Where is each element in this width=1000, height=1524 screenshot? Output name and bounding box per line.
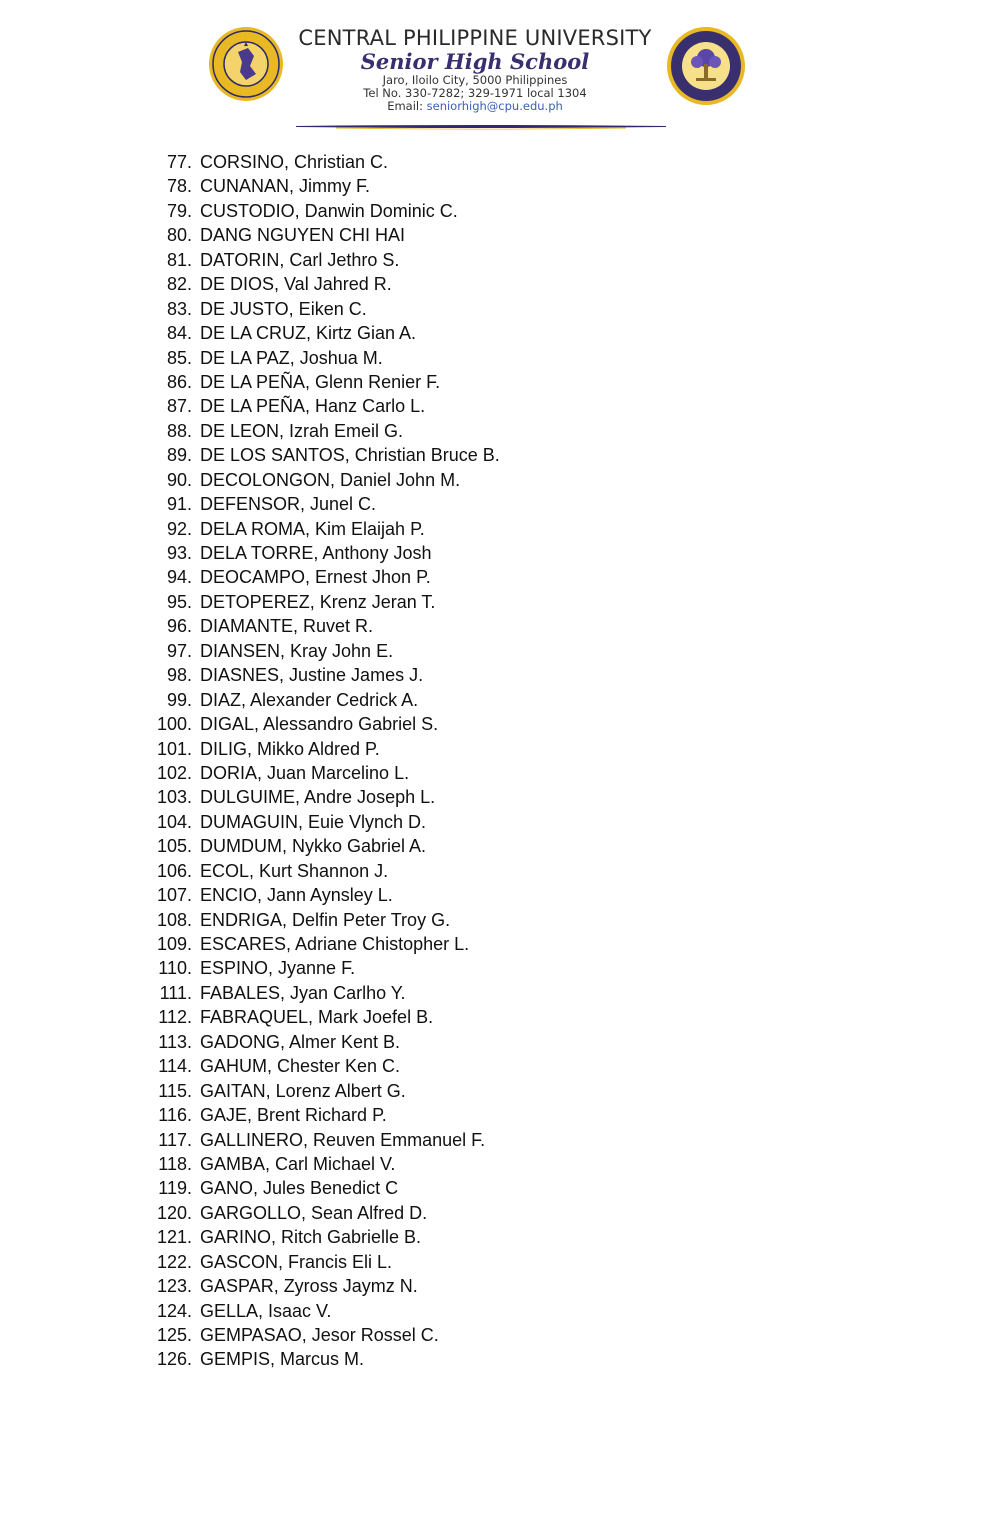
header-divider xyxy=(296,124,666,130)
list-item xyxy=(150,272,500,296)
entry-name: ENDRIGA, Delfin Peter Troy G. xyxy=(200,909,451,930)
list-item xyxy=(150,419,500,443)
entry-number: 94. xyxy=(166,567,192,588)
entry-name: DEFENSOR, Junel C. xyxy=(200,494,377,515)
entry-name: DIAMANTE, Ruvet R. xyxy=(200,616,374,637)
entry-number: 121. xyxy=(156,1227,192,1248)
address: Jaro, Iloilo City, 5000 Philippines xyxy=(382,73,568,87)
email-line xyxy=(295,100,655,113)
entry-number: 93. xyxy=(166,543,192,563)
entry-name: GALLINERO, Reuven Emmanuel F. xyxy=(200,1129,486,1150)
list-item xyxy=(150,1274,500,1298)
entry-number: 119. xyxy=(158,1178,192,1199)
entry-name: GASPAR, Zyross Jaymz N. xyxy=(200,1276,418,1297)
entry-name: FABRAQUEL, Mark Joefel B. xyxy=(200,1007,434,1028)
list-item xyxy=(150,1030,500,1054)
entry-name: GAHUM, Chester Ken C. xyxy=(200,1056,401,1077)
entry-number: 120. xyxy=(156,1202,192,1223)
list-item xyxy=(150,1323,500,1347)
list-item xyxy=(150,639,500,663)
entry-number: 89. xyxy=(166,445,192,466)
entry-number: 98. xyxy=(166,665,192,686)
entry-number: 83. xyxy=(166,298,192,319)
list-item xyxy=(150,1152,500,1176)
entry-name: DANG NGUYEN CHI HAI xyxy=(200,225,406,246)
entry-number: 102. xyxy=(156,762,192,783)
list-item xyxy=(150,1103,500,1127)
entry-number: 126. xyxy=(156,1349,192,1370)
entry-number: 117. xyxy=(158,1129,192,1150)
list-item xyxy=(150,834,500,858)
entry-number: 81. xyxy=(166,249,192,270)
entry-name: DE LEON, Izrah Emeil G. xyxy=(200,420,404,441)
entry-name: DELA TORRE, Anthony Josh xyxy=(200,543,432,563)
entry-number: 99. xyxy=(166,689,192,710)
entry-number: 91. xyxy=(166,494,192,515)
entry-name: DIAZ, Alexander Cedrick A. xyxy=(200,689,419,710)
list-item xyxy=(150,712,500,736)
entry-number: 110. xyxy=(158,958,192,979)
entry-name: DE LA PEÑA, Hanz Carlo L. xyxy=(200,396,426,417)
entry-name: DE LA PEÑA, Glenn Renier F. xyxy=(200,371,441,392)
entry-name: GAITAN, Lorenz Albert G. xyxy=(200,1080,406,1101)
entry-name: DORIA, Juan Marcelino L. xyxy=(200,762,410,783)
entry-name: ESPINO, Jyanne F. xyxy=(200,958,356,979)
list-item xyxy=(150,908,500,932)
list-item xyxy=(150,1005,500,1029)
entry-name: DUMDUM, Nykko Gabriel A. xyxy=(200,836,427,857)
letterhead xyxy=(0,0,1000,140)
entry-name: DEOCAMPO, Ernest Jhon P. xyxy=(200,567,431,588)
entry-number: 101. xyxy=(156,738,192,759)
entry-name: DETOPEREZ, Krenz Jeran T. xyxy=(200,591,436,612)
school-name: Senior High School xyxy=(360,49,590,74)
institution-block xyxy=(295,26,655,113)
list-item xyxy=(150,394,500,418)
list-item xyxy=(150,688,500,712)
entry-number: 92. xyxy=(166,518,192,539)
list-item xyxy=(150,248,500,272)
entry-number: 96. xyxy=(166,616,192,637)
entry-number: 118. xyxy=(158,1153,192,1174)
entry-name: CUNANAN, Jimmy F. xyxy=(200,176,370,197)
entry-name: CORSINO, Christian C. xyxy=(200,152,389,172)
entry-number: 86. xyxy=(166,371,192,392)
entry-name: GAMBA, Carl Michael V. xyxy=(200,1153,396,1174)
entry-name: ESCARES, Adriane Chistopher L. xyxy=(200,934,470,954)
entry-name: GARGOLLO, Sean Alfred D. xyxy=(200,1202,428,1223)
list-item xyxy=(150,663,500,687)
entry-name: GELLA, Isaac V. xyxy=(200,1300,332,1321)
list-item xyxy=(150,492,500,516)
list-item xyxy=(150,517,500,541)
entry-name: DATORIN, Carl Jethro S. xyxy=(200,249,400,270)
institution-name: CENTRAL PHILIPPINE UNIVERSITY xyxy=(298,26,652,50)
entry-number: 77. xyxy=(166,152,192,172)
student-list xyxy=(150,150,500,1372)
list-item xyxy=(150,1250,500,1274)
entry-name: GAJE, Brent Richard P. xyxy=(200,1105,387,1126)
entry-number: 109. xyxy=(156,934,192,954)
list-item xyxy=(150,859,500,883)
entry-name: DILIG, Mikko Aldred P. xyxy=(200,738,380,759)
entry-name: DUMAGUIN, Euie Vlynch D. xyxy=(200,811,427,832)
entry-name: ECOL, Kurt Shannon J. xyxy=(200,860,389,881)
entry-number: 111. xyxy=(159,982,192,1003)
entry-name: DIGAL, Alessandro Gabriel S. xyxy=(200,714,439,735)
list-item xyxy=(150,761,500,785)
entry-name: DE LA PAZ, Joshua M. xyxy=(200,347,383,368)
entry-name: DELA ROMA, Kim Elaijah P. xyxy=(200,518,425,539)
entry-name: DULGUIME, Andre Joseph L. xyxy=(200,787,436,808)
entry-number: 124. xyxy=(156,1300,192,1321)
entry-name: DIANSEN, Kray John E. xyxy=(200,640,394,661)
entry-name: DECOLONGON, Daniel John M. xyxy=(200,469,461,490)
list-item xyxy=(150,932,500,956)
list-item xyxy=(150,223,500,247)
entry-number: 90. xyxy=(166,469,192,490)
entry-number: 87. xyxy=(166,396,192,417)
list-item xyxy=(150,1299,500,1323)
entry-number: 97. xyxy=(166,640,192,661)
list-item xyxy=(150,541,500,565)
entry-number: 78. xyxy=(166,176,192,197)
email-label: Email: xyxy=(387,99,427,113)
entry-number: 82. xyxy=(166,274,192,295)
email-link[interactable]: seniorhigh@cpu.edu.ph xyxy=(426,99,563,113)
list-item xyxy=(150,174,500,198)
entry-number: 85. xyxy=(166,347,192,368)
entry-name: GADONG, Almer Kent B. xyxy=(200,1031,401,1052)
list-item xyxy=(150,956,500,980)
list-item xyxy=(150,883,500,907)
entry-name: GARINO, Ritch Gabrielle B. xyxy=(200,1227,422,1248)
list-item xyxy=(150,199,500,223)
entry-name: DIASNES, Justine James J. xyxy=(200,665,424,686)
list-item xyxy=(150,321,500,345)
list-item xyxy=(150,443,500,467)
entry-number: 115. xyxy=(158,1080,192,1101)
list-item xyxy=(150,370,500,394)
entry-number: 116. xyxy=(158,1105,192,1126)
entry-number: 106. xyxy=(156,860,192,881)
list-item xyxy=(150,785,500,809)
entry-name: GASCON, Francis Eli L. xyxy=(200,1251,393,1272)
entry-number: 100. xyxy=(156,714,192,735)
entry-number: 105. xyxy=(156,836,192,857)
list-item xyxy=(150,614,500,638)
list-item xyxy=(150,1079,500,1103)
list-item xyxy=(150,1128,500,1152)
list-item xyxy=(150,468,500,492)
list-item xyxy=(150,1201,500,1225)
entry-number: 80. xyxy=(166,225,192,246)
entry-name: FABALES, Jyan Carlho Y. xyxy=(200,982,406,1003)
list-item xyxy=(150,150,500,174)
entry-name: ENCIO, Jann Aynsley L. xyxy=(200,885,393,906)
entry-number: 123. xyxy=(156,1276,192,1297)
entry-name: DE LOS SANTOS, Christian Bruce B. xyxy=(200,445,500,466)
entry-number: 122. xyxy=(156,1251,192,1272)
entry-number: 114. xyxy=(158,1056,192,1077)
entry-name: GEMPIS, Marcus M. xyxy=(200,1349,365,1370)
phone: Tel No. 330-7282; 329-1971 local 1304 xyxy=(363,86,587,100)
entry-name: CUSTODIO, Danwin Dominic C. xyxy=(200,200,458,221)
entry-number: 84. xyxy=(166,323,192,344)
entry-number: 88. xyxy=(166,420,192,441)
list-item xyxy=(150,346,500,370)
list-item xyxy=(150,1347,500,1371)
list-item xyxy=(150,297,500,321)
entry-name: DE LA CRUZ, Kirtz Gian A. xyxy=(200,323,417,344)
list-item xyxy=(150,590,500,614)
senior-high-seal-icon xyxy=(666,26,746,106)
entry-number: 107. xyxy=(156,885,192,906)
entry-number: 113. xyxy=(158,1031,192,1052)
entry-number: 104. xyxy=(156,811,192,832)
list-item xyxy=(150,1225,500,1249)
entry-number: 95. xyxy=(166,591,192,612)
university-seal-icon xyxy=(208,26,284,102)
entry-name: DE JUSTO, Eiken C. xyxy=(200,298,367,319)
list-item xyxy=(150,1176,500,1200)
entry-name: DE DIOS, Val Jahred R. xyxy=(200,274,392,295)
list-item xyxy=(150,981,500,1005)
entry-number: 125. xyxy=(156,1325,192,1345)
entry-number: 79. xyxy=(166,200,192,221)
list-item xyxy=(150,737,500,761)
entry-name: GEMPASAO, Jesor Rossel C. xyxy=(200,1325,439,1345)
list-item xyxy=(150,810,500,834)
list-item xyxy=(150,565,500,589)
entry-name: GANO, Jules Benedict C xyxy=(200,1178,399,1199)
entry-number: 103. xyxy=(156,787,192,808)
entry-number: 112. xyxy=(158,1007,192,1028)
entry-number: 108. xyxy=(156,909,192,930)
list-item xyxy=(150,1054,500,1078)
